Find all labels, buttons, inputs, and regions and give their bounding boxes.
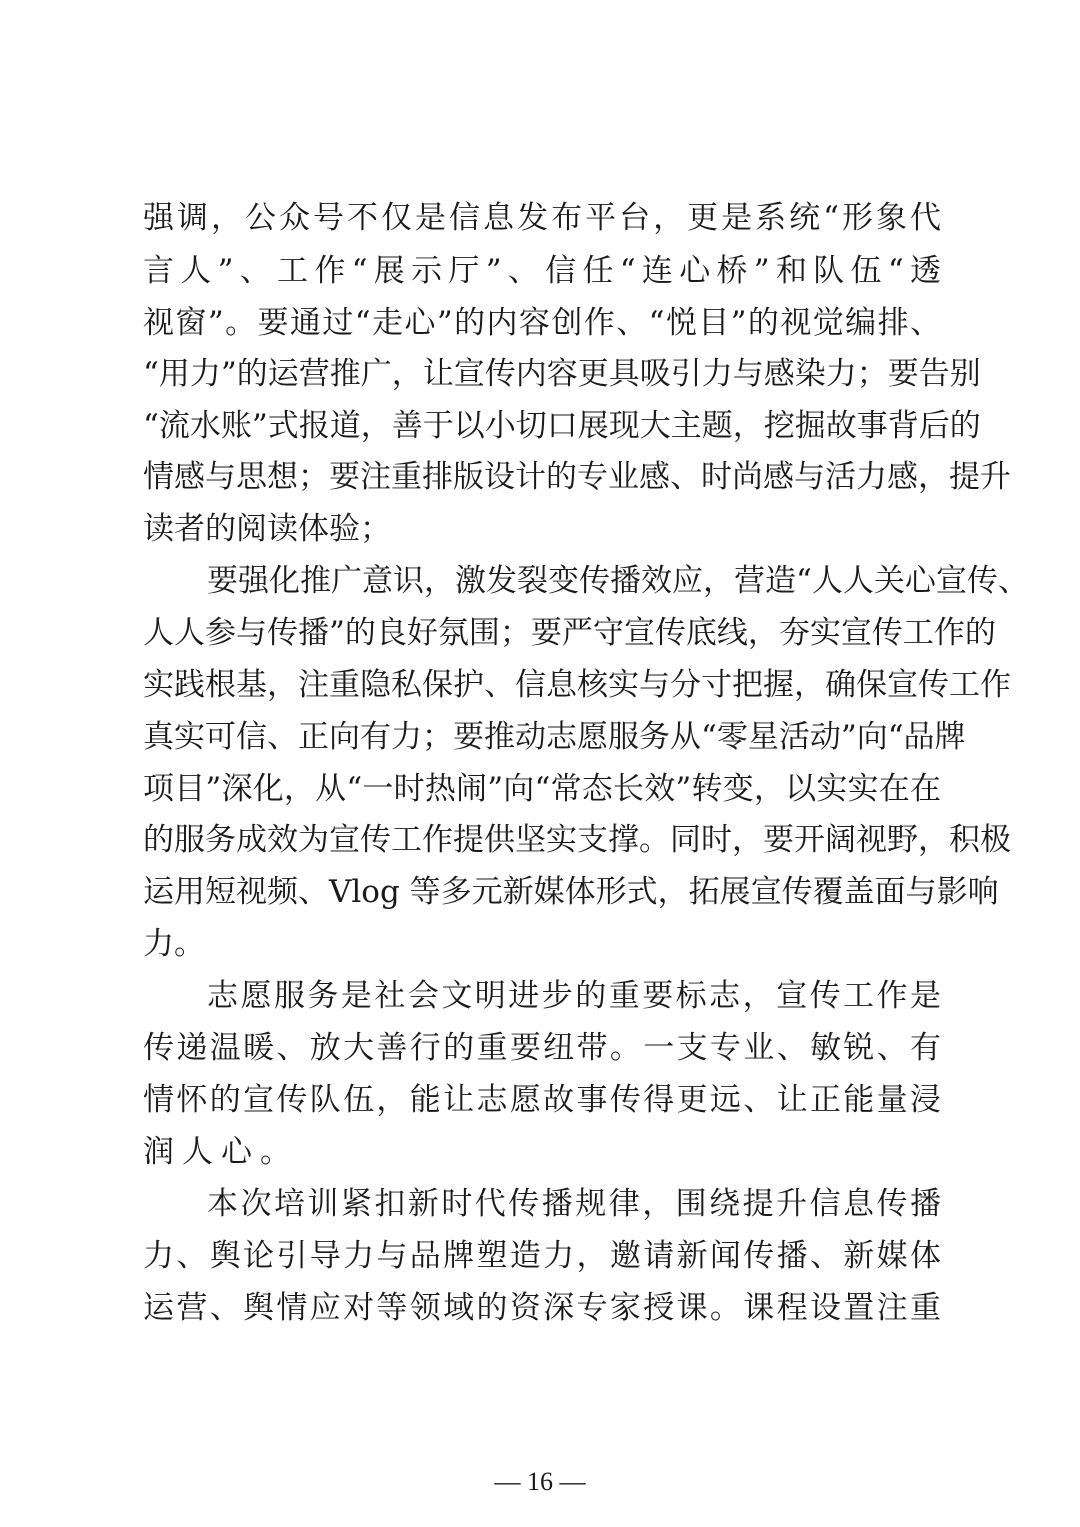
text-line: “用力”的运营推广，让宣传内容更具吸引力与感染力；要告别 xyxy=(143,356,981,392)
paragraph-first-line: 志愿服务是社会文明进步的重要标志，宣传工作是 xyxy=(207,978,941,1014)
text-line: 实践根基，注重隐私保护、信息核实与分寸把握，确保宣传工作 xyxy=(143,667,1011,703)
text-line: 情怀的宣传队伍，能让志愿故事传得更远、让正能量浸 xyxy=(143,1082,941,1118)
text-line: 视窗”。要通过“走心”的内容创作、“悦目”的视觉编排、 xyxy=(143,305,941,341)
text-line: 真实可信、正向有力；要推动志愿服务从“零星活动”向“品牌 xyxy=(143,719,966,755)
text-line: 力、舆论引导力与品牌塑造力，邀请新闻传播、新媒体 xyxy=(143,1238,941,1274)
text-line: 言人”、工作“展示厅”、信任“连心桥”和队伍“透 xyxy=(143,253,941,289)
text-line: 情感与思想；要注重排版设计的专业感、时尚感与活力感，提升 xyxy=(143,459,1011,495)
text-line: “流水账”式报道，善于以小切口展现大主题，挖掘故事背后的 xyxy=(143,408,981,444)
text-line: 强调，公众号不仅是信息发布平台，更是系统“形象代 xyxy=(143,200,941,236)
paragraph-first-line: 本次培训紧扣新时代传播规律，围绕提升信息传播 xyxy=(207,1186,941,1222)
text-line: 人人参与传播”的良好氛围；要严守宣传底线，夯实宣传工作的 xyxy=(143,615,996,651)
paragraph-first-line: 要强化推广意识，激发裂变传播效应，营造“人人关心宣传、 xyxy=(207,563,1029,599)
text-line: 传递温暖、放大善行的重要纽带。一支专业、敏锐、有 xyxy=(143,1030,941,1066)
text-line: 读者的阅读体验； xyxy=(143,511,391,547)
page-number: — 16 — xyxy=(494,1467,586,1496)
text-line: 运用短视频、Vlog 等多元新媒体形式，拓展宣传覆盖面与影响 xyxy=(143,874,999,910)
text-line: 润人心。 xyxy=(143,1134,299,1170)
text-line: 的服务成效为宣传工作提供坚实支撑。同时，要开阔视野，积极 xyxy=(143,822,1011,858)
text-line: 项目”深化，从“一时热闹”向“常态长效”转变，以实实在在 xyxy=(143,771,941,807)
text-line: 力。 xyxy=(143,926,205,962)
text-line: 运营、舆情应对等领域的资深专家授课。课程设置注重 xyxy=(143,1290,941,1326)
